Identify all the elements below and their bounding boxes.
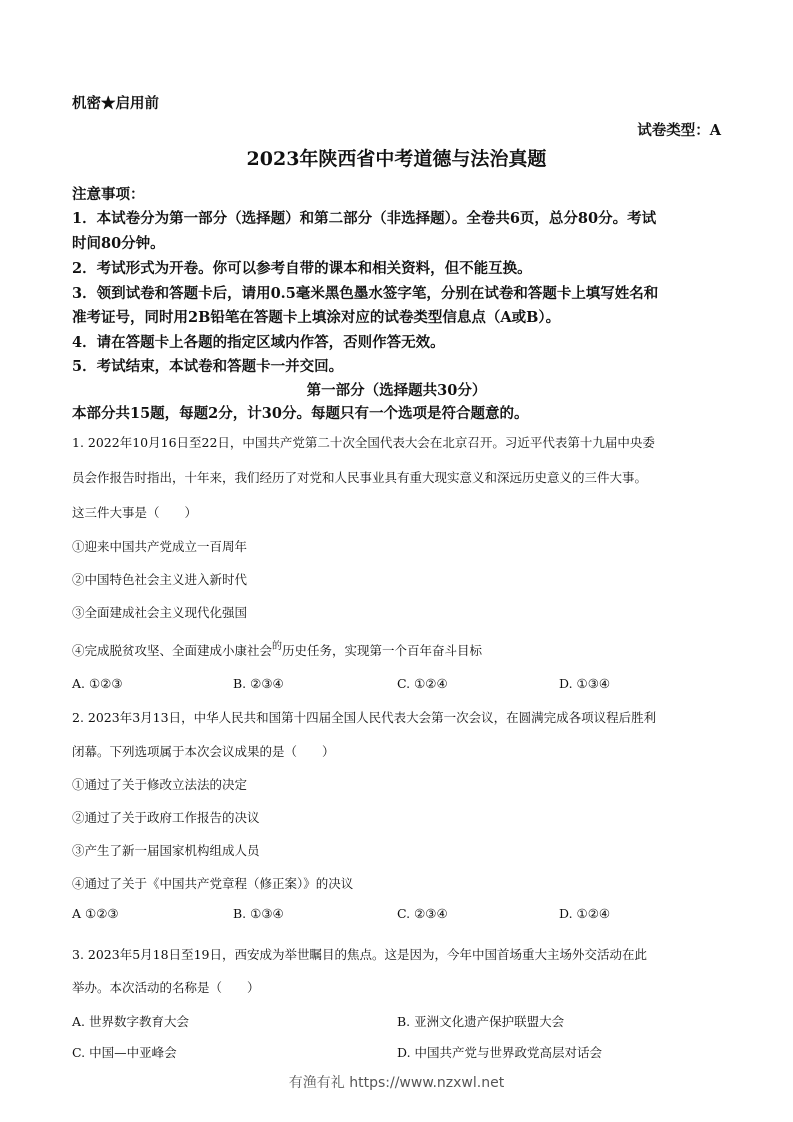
- note-line: 3．领到试卷和答题卡后，请用0.5毫米黑色墨水签字笔，分别在试卷和答题卡上填写姓名和: [72, 285, 659, 302]
- note-line: 2．考试形式为开卷。你可以参考自带的课本和相关资料，但不能互换。: [72, 260, 532, 277]
- note-line: 准考证号，同时用2B铅笔在答题卡上填涂对应的试卷类型信息点（A或B）。: [72, 309, 561, 326]
- q3-option-c: C. 中国—中亚峰会: [72, 1045, 177, 1060]
- q2-statement: ②通过了关于政府工作报告的决议: [72, 810, 260, 825]
- q1-statement-4-sup: 的: [272, 641, 283, 652]
- page-title: 2023年陕西省中考道德与法治真题: [246, 148, 547, 170]
- q3-stem-line: 3. 2023年5月18日至19日，西安成为举世瞩目的焦点。这是因为，今年中国首场重大主场外交活动在此: [72, 947, 647, 962]
- q1-statement: ②中国特色社会主义进入新时代: [72, 572, 248, 587]
- q2-statement: ④通过了关于《中国共产党章程（修正案）》的决议: [72, 876, 354, 891]
- note-line: 时间80分钟。: [72, 235, 165, 252]
- q3-stem-line: 举办。本次活动的名称是（ ）: [72, 980, 260, 995]
- footer-watermark: 有渔有礼 https://www.nzxwl.net: [288, 1075, 505, 1091]
- q1-stem-line: 这三件大事是（ ）: [72, 505, 198, 520]
- q3-option-a: A. 世界数字教育大会: [72, 1014, 189, 1029]
- note-line: 5．考试结束，本试卷和答题卡一并交回。: [72, 358, 344, 375]
- q1-statement-4-post: 历史任务，实现第一个百年奋斗目标: [282, 643, 483, 658]
- q1-statement: ①迎来中国共产党成立一百周年: [72, 539, 248, 554]
- paper-type-label: 试卷类型：A: [637, 122, 721, 139]
- q1-option-d: D. ①③④: [559, 676, 611, 691]
- confidential-label: 机密★启用前: [72, 95, 159, 112]
- q2-stem-line: 闭幕。下列选项属于本次会议成果的是（ ）: [72, 744, 335, 759]
- q1-stem-line: 员会作报告时指出，十年来，我们经历了对党和人民事业具有重大现实意义和深远历史意义的三件大事。: [72, 470, 648, 485]
- q1-stem-line: 1. 2022年10月16日至22日，中国共产党第二十次全国代表大会在北京召开。习近平代表第十九届中央委: [72, 435, 655, 450]
- q1-statement-4-pre: ④完成脱贫攻坚、全面建成小康社会: [72, 643, 273, 658]
- q2-option-a: A ①②③: [72, 906, 119, 921]
- note-line: 1．本试卷分为第一部分（选择题）和第二部分（非选择题）。全卷共6页，总分80分。考试: [72, 210, 657, 227]
- q1-statement: ③全面建成社会主义现代化强国: [72, 605, 248, 620]
- q2-statement: ③产生了新一届国家机构组成人员: [72, 843, 260, 858]
- part1-heading: 第一部分（选择题共30分）: [306, 382, 487, 399]
- q3-option-b: B. 亚洲文化遗产保护联盟大会: [397, 1014, 565, 1029]
- part1-instruction: 本部分共15题，每题2分，计30分。每题只有一个选项是符合题意的。: [72, 405, 529, 422]
- q2-option-c: C. ②③④: [397, 906, 448, 921]
- q2-statement: ①通过了关于修改立法法的决定: [72, 777, 248, 792]
- q1-option-a: A. ①②③: [72, 676, 123, 691]
- notes-heading: 注意事项：: [72, 186, 145, 203]
- q1-option-c: C. ①②④: [397, 676, 448, 691]
- q1-statement-4: [72, 641, 482, 659]
- note-line: 4．请在答题卡上各题的指定区域内作答，否则作答无效。: [72, 334, 445, 351]
- q1-option-b: B. ②③④: [233, 676, 284, 691]
- q2-option-b: B. ①③④: [233, 906, 284, 921]
- q3-option-d: D. 中国共产党与世界政党高层对话会: [397, 1045, 603, 1060]
- q2-stem-line: 2. 2023年3月13日，中华人民共和国第十四届全国人民代表大会第一次会议，在圆满完成各项议程后胜利: [72, 710, 657, 725]
- q2-option-d: D. ①②④: [559, 906, 611, 921]
